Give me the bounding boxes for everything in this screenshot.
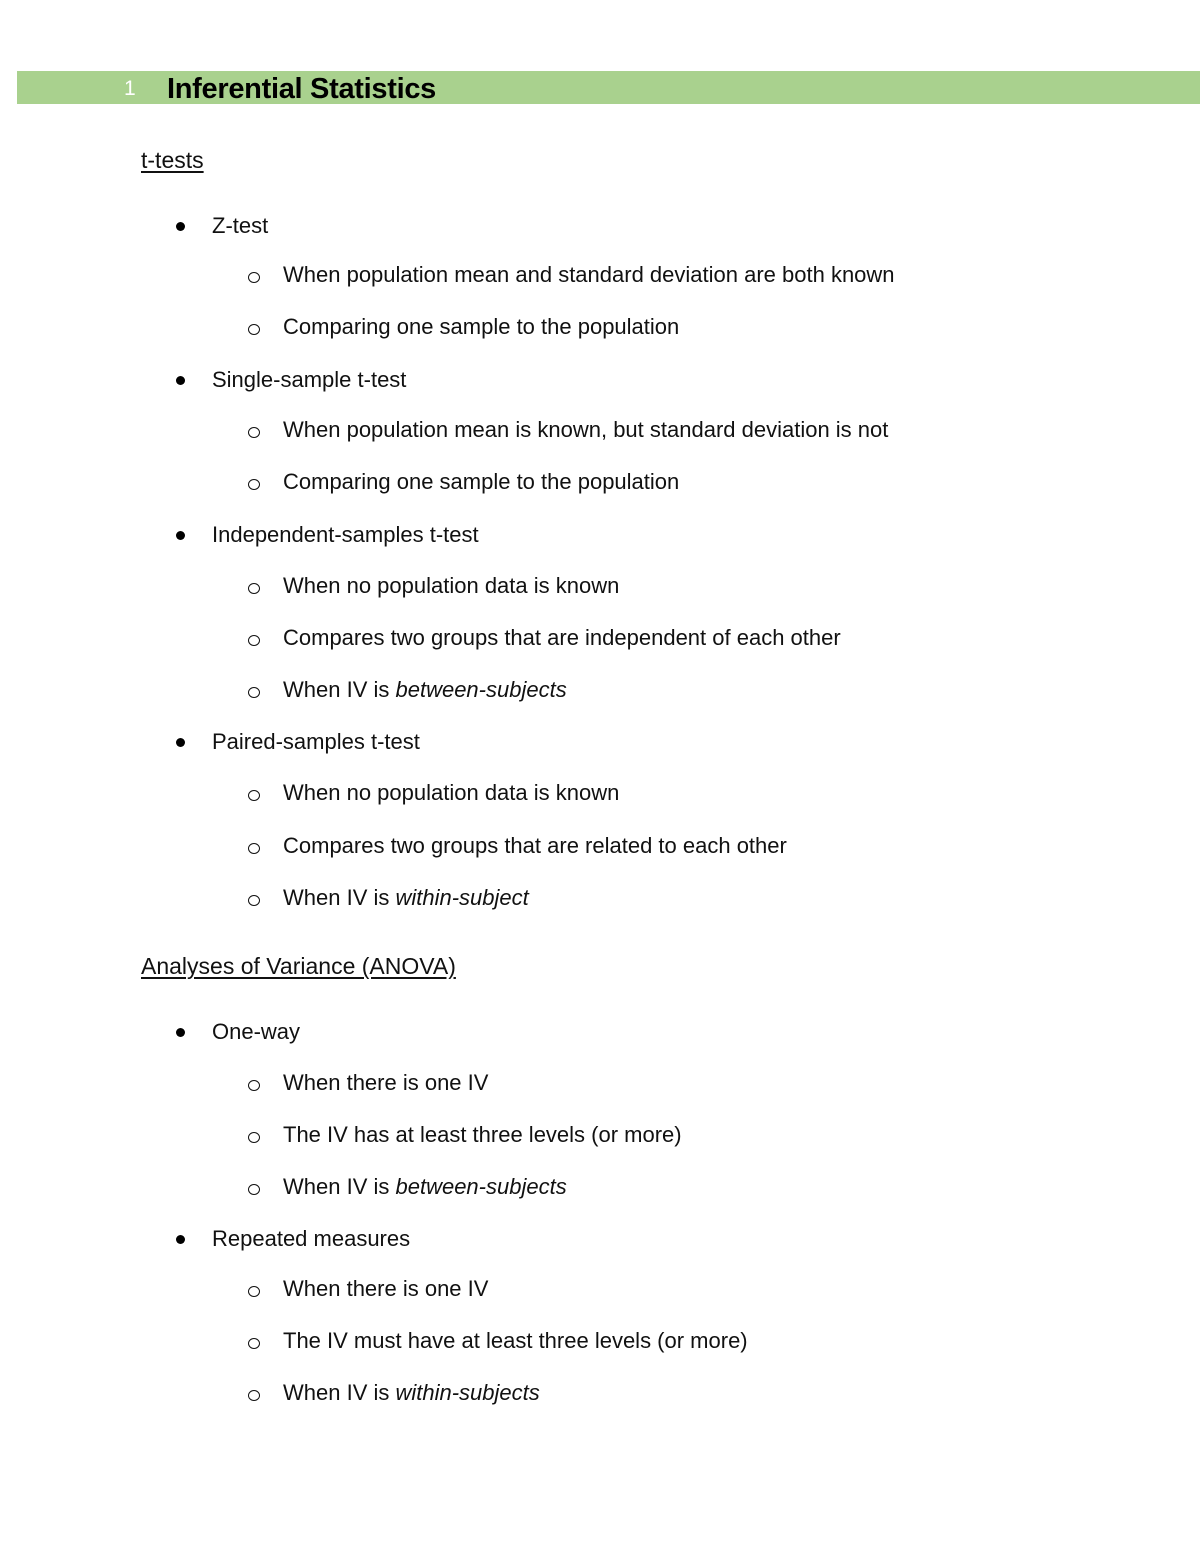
heading-title: Inferential Statistics [167, 73, 436, 105]
section-title-anova: Analyses of Variance (ANOVA) [141, 953, 456, 979]
sub-list-item-text: When IV is between-subjects [283, 677, 567, 702]
circle-bullet-icon [248, 895, 260, 906]
bullet-icon [176, 1028, 185, 1037]
sub-list-item-text: Comparing one sample to the population [283, 469, 680, 494]
circle-bullet-icon [248, 1080, 260, 1091]
list-item-label: Independent-samples t-test [212, 522, 479, 547]
sub-list-item-text: When IV is within-subject [283, 885, 529, 910]
sub-list-item-text: When there is one IV [283, 1070, 489, 1095]
heading-number: 1 [124, 77, 136, 100]
circle-bullet-icon [248, 272, 260, 283]
list-item-label: Paired-samples t-test [212, 729, 420, 754]
sub-list-item-text: Compares two groups that are independent of each other [283, 625, 841, 650]
list-item-label: Z-test [212, 213, 269, 238]
sub-list-item-text: When there is one IV [283, 1276, 489, 1301]
circle-bullet-icon [248, 1132, 260, 1143]
circle-bullet-icon [248, 1286, 260, 1297]
sub-list-item-text: When IV is between-subjects [283, 1174, 567, 1199]
section-title-t-tests: t-tests [141, 147, 204, 173]
circle-bullet-icon [248, 843, 260, 854]
bullet-icon [176, 222, 185, 231]
bullet-icon [176, 738, 185, 747]
circle-bullet-icon [248, 687, 260, 698]
circle-bullet-icon [248, 635, 260, 646]
sub-list-item-text: When population mean and standard deviation are both known [283, 262, 895, 287]
list-item-label: Repeated measures [212, 1226, 411, 1251]
heading-bar [17, 71, 1200, 104]
list-item-label: One-way [212, 1019, 301, 1044]
circle-bullet-icon [248, 479, 260, 490]
sub-list-item-text: The IV must have at least three levels (or more) [283, 1328, 748, 1353]
circle-bullet-icon [248, 324, 260, 335]
circle-bullet-icon [248, 583, 260, 594]
circle-bullet-icon [248, 1338, 260, 1349]
circle-bullet-icon [248, 1390, 260, 1401]
circle-bullet-icon [248, 427, 260, 438]
sub-list-item-text: When no population data is known [283, 780, 620, 805]
list-item-label: Single-sample t-test [212, 367, 407, 392]
circle-bullet-icon [248, 1184, 260, 1195]
bullet-icon [176, 531, 185, 540]
sub-list-item-text: Comparing one sample to the population [283, 314, 680, 339]
sub-list-item-text: When no population data is known [283, 573, 620, 598]
sub-list-item-text: Compares two groups that are related to each other [283, 833, 787, 858]
sub-list-item-text: When population mean is known, but standard deviation is not [283, 417, 889, 442]
sub-list-item-text: The IV has at least three levels (or more) [283, 1122, 682, 1147]
sub-list-item-text: When IV is within-subjects [283, 1380, 540, 1405]
circle-bullet-icon [248, 790, 260, 801]
bullet-icon [176, 376, 185, 385]
bullet-icon [176, 1235, 185, 1244]
